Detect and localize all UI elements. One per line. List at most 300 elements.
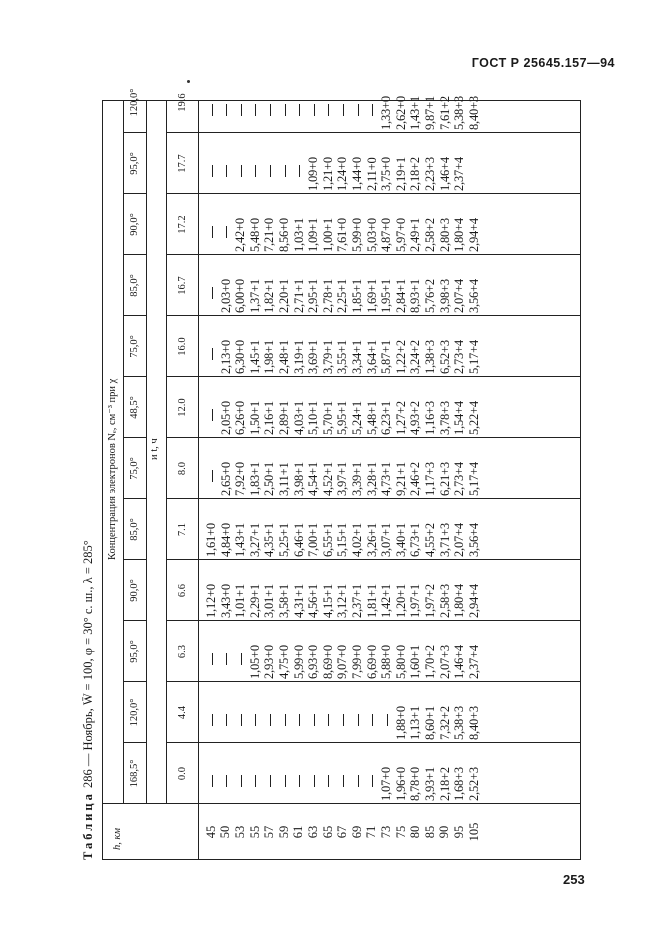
table-cell — [277, 134, 292, 191]
table-cell: 8,93+1 — [408, 279, 423, 313]
table-cell — [350, 73, 365, 130]
table-cell: 1,07+0 — [379, 767, 394, 801]
table-cell: 3,98+3 — [437, 279, 452, 313]
table-cell — [262, 134, 277, 191]
table-cell: 8,78+0 — [408, 767, 423, 801]
table-cell: 2,48+1 — [277, 340, 291, 374]
table-cell — [204, 73, 219, 130]
table-cell: 1,45+1 — [247, 340, 262, 374]
dash-mark — [285, 714, 286, 726]
height-cell: 61 — [291, 825, 306, 839]
table-cell: 1,05+0 — [247, 645, 262, 679]
table-cell: 5,03+0 — [364, 218, 379, 252]
table-cell: 4,31+1 — [291, 584, 306, 618]
table-cell: 2,73+4 — [452, 462, 467, 496]
height-cell: 45 — [203, 825, 218, 839]
table-cell: 1,54+4 — [452, 401, 467, 435]
height-cell: 50 — [218, 825, 233, 839]
table-cell: 5,48+1 — [364, 401, 379, 435]
table-cell: 3,93+1 — [423, 767, 437, 801]
table-cell: 2,07+4 — [452, 523, 467, 557]
table-cell: 5,17+4 — [466, 462, 481, 496]
table-cell: 3,34+1 — [350, 340, 364, 374]
data-column-divider — [198, 132, 581, 133]
table-cell: 1,96+0 — [393, 767, 408, 801]
chi-header-cell: 85,0° — [129, 274, 140, 297]
height-cell: 105 — [466, 822, 481, 842]
table-cell — [321, 683, 336, 740]
table-cell: 2,05+0 — [218, 401, 233, 435]
table-cell — [248, 134, 263, 191]
table-cell: 5,70+1 — [320, 401, 335, 435]
table-cell: 5,48+0 — [247, 218, 262, 252]
table-cell — [292, 683, 307, 740]
t-header-cell: 0.0 — [176, 766, 188, 781]
chi-header-cell: 120,0° — [129, 698, 140, 727]
table-cell: 3,26+1 — [364, 523, 379, 557]
table-cell: 1,97+1 — [408, 584, 423, 618]
dash-mark — [343, 104, 344, 116]
table-cell: 3,78+3 — [437, 401, 452, 435]
height-cell: 69 — [349, 825, 364, 839]
table-cell: 1,43+1 — [408, 96, 423, 130]
dash-mark — [226, 653, 227, 665]
table-cell — [306, 744, 321, 801]
table-cell: 2,73+4 — [452, 340, 467, 374]
table-cell: 6,55+1 — [320, 523, 335, 557]
table-cell: 1,97+2 — [423, 584, 437, 618]
table-cell: 1,13+1 — [408, 706, 423, 740]
table-cell: 1,20+1 — [393, 584, 408, 618]
table-cell: 1,27+2 — [393, 401, 408, 435]
table-cell — [467, 134, 482, 191]
table-cell: 9,87+1 — [423, 96, 437, 130]
table-cell: 3,07+1 — [379, 523, 394, 557]
dash-mark — [328, 714, 329, 726]
chi-header-cell: 90,0° — [129, 213, 140, 236]
table-cell: 8,40+3 — [466, 706, 481, 740]
table-cell — [306, 73, 321, 130]
dash-mark — [226, 714, 227, 726]
table-cell: 2,19+1 — [393, 157, 408, 191]
height-cell: 71 — [364, 825, 379, 839]
dash-mark — [285, 104, 286, 116]
height-cell: 65 — [320, 825, 335, 839]
height-cell: 55 — [247, 825, 262, 839]
table-cell: 2,89+1 — [277, 401, 291, 435]
table-cell — [204, 439, 219, 496]
table-cell — [204, 622, 219, 679]
table-cell — [292, 73, 307, 130]
t-header-cell: 8.0 — [176, 461, 188, 476]
caption-number: 286 — [81, 769, 95, 788]
table-cell: 2,46+2 — [408, 462, 423, 496]
chi-header-cell: 120,0° — [129, 88, 140, 117]
table-cell — [292, 744, 307, 801]
table-cell: 4,35+1 — [262, 523, 277, 557]
table-cell — [204, 256, 219, 313]
dash-mark — [270, 165, 271, 177]
chi-header-cell: 90,0° — [129, 579, 140, 602]
chi-header-cell: 75,0° — [129, 457, 140, 480]
table-cell: 2,20+1 — [277, 279, 291, 313]
table-cell — [262, 744, 277, 801]
table-cell — [335, 744, 350, 801]
data-column-divider — [198, 498, 581, 499]
dash-mark — [343, 775, 344, 787]
table-cell: 6,21+3 — [437, 462, 452, 496]
t-header-cell: 7.1 — [176, 522, 188, 537]
table-cell: 1,98+1 — [262, 340, 277, 374]
table-cell: 4,15+1 — [320, 584, 335, 618]
table-cell: 3,56+4 — [466, 279, 481, 313]
table-cell — [233, 622, 248, 679]
table-cell — [277, 744, 292, 801]
table-cell — [233, 73, 248, 130]
dash-mark — [299, 714, 300, 726]
table-cell: 2,13+0 — [218, 340, 233, 374]
table-cell: 2,62+0 — [393, 96, 408, 130]
table-cell: 2,37+1 — [350, 584, 364, 618]
table-cell: 1,82+1 — [262, 279, 277, 313]
dash-mark — [387, 714, 388, 726]
chi-header-cell: 168,5° — [129, 759, 140, 788]
table-cell: 1,38+3 — [423, 340, 437, 374]
dash-mark — [299, 104, 300, 116]
height-cell: 75 — [393, 825, 408, 839]
table-cell: 1,33+0 — [379, 96, 394, 130]
dash-mark — [241, 653, 242, 665]
height-cell: 80 — [408, 825, 423, 839]
table-cell: 4,75+0 — [277, 645, 291, 679]
table-cell — [335, 683, 350, 740]
table-cell: 5,10+1 — [306, 401, 321, 435]
table-cell: 1,80+4 — [452, 584, 467, 618]
table-cell: 1,60+1 — [408, 645, 423, 679]
table-cell: 5,22+4 — [466, 401, 481, 435]
table-cell: 7,00+1 — [306, 523, 321, 557]
table-cell: 1,61+0 — [204, 523, 218, 557]
table-cell: 5,38+3 — [452, 706, 467, 740]
table-cell: 2,07+3 — [437, 645, 452, 679]
table-cell: 2,50+1 — [262, 462, 277, 496]
table-cell: 2,16+1 — [262, 401, 277, 435]
table-cell: 1,44+0 — [350, 157, 364, 191]
dash-mark — [212, 104, 213, 116]
header-line-2 — [146, 100, 147, 804]
height-cell: 95 — [451, 825, 466, 839]
t-header-cell: 12.0 — [176, 398, 188, 417]
data-column-divider — [198, 437, 581, 438]
table-cell: 2,52+3 — [466, 767, 481, 801]
table-cell: 3,01+1 — [262, 584, 277, 618]
table-cell: 4,73+1 — [379, 462, 394, 496]
caption-prefix: Таблица — [81, 791, 95, 860]
table-cell: 1,21+0 — [320, 157, 335, 191]
table-cell: 3,58+1 — [277, 584, 291, 618]
table-cell — [204, 744, 219, 801]
table-cell: 1,80+4 — [452, 218, 467, 252]
data-column-divider — [198, 254, 581, 255]
dash-mark — [343, 714, 344, 726]
table-cell — [204, 134, 219, 191]
dash-mark — [358, 104, 359, 116]
table-cell: 3,75+0 — [379, 157, 394, 191]
table-cell: 4,56+1 — [306, 584, 321, 618]
table-cell: 5,95+1 — [335, 401, 350, 435]
table-cell: 3,24+2 — [408, 340, 423, 374]
dash-mark — [212, 470, 213, 482]
page-header: ГОСТ Р 25645.157—94 — [471, 56, 615, 70]
lt-label: и t, ч — [149, 438, 160, 460]
table-cell: 5,38+3 — [452, 96, 467, 130]
data-table — [102, 88, 581, 860]
table-cell: 2,37+4 — [452, 157, 467, 191]
table-cell: 2,29+1 — [247, 584, 262, 618]
table-cell: 2,42+0 — [233, 218, 248, 252]
dash-mark — [372, 104, 373, 116]
dash-mark — [299, 775, 300, 787]
table-cell — [219, 622, 234, 679]
table-cell: 3,39+1 — [350, 462, 364, 496]
table-cell: 1,17+3 — [423, 462, 437, 496]
table-cell: 2,78+1 — [320, 279, 335, 313]
height-cell: 73 — [378, 825, 393, 839]
table-cell: 1,95+1 — [379, 279, 394, 313]
table-cell: 3,12+1 — [335, 584, 350, 618]
table-cell: 1,03+1 — [291, 218, 306, 252]
table-cell: 2,07+4 — [452, 279, 467, 313]
table-cell: 3,97+1 — [335, 462, 350, 496]
table-cell: 2,18+2 — [408, 157, 423, 191]
table-top-border — [102, 100, 103, 860]
table-cell: 2,03+0 — [218, 279, 233, 313]
table-cell: 7,61+2 — [437, 96, 452, 130]
table-cell — [365, 683, 380, 740]
table-cell: 3,69+1 — [306, 340, 321, 374]
h-column-header: h, км — [112, 827, 123, 850]
table-cell — [292, 134, 307, 191]
table-cell: 6,73+1 — [408, 523, 423, 557]
dash-mark — [226, 104, 227, 116]
height-cell: 63 — [305, 825, 320, 839]
table-cell: 2,94+4 — [466, 218, 481, 252]
table-cell — [350, 683, 365, 740]
dash-mark — [314, 775, 315, 787]
dash-mark — [270, 775, 271, 787]
table-cell: 7,99+0 — [350, 645, 364, 679]
table-cell: 5,99+0 — [291, 645, 306, 679]
table-cell — [321, 73, 336, 130]
t-header-cell: 4.4 — [176, 705, 188, 720]
table-cell: 2,23+3 — [423, 157, 437, 191]
table-cell: 2,11+0 — [364, 157, 379, 191]
caption-rest: — Ноябрь, W̄ = 100, φ = 30° с. ш., λ = 285° — [81, 540, 95, 770]
table-bottom-border — [580, 100, 581, 860]
table-cell: 1,09+1 — [306, 218, 321, 252]
table-cell — [248, 683, 263, 740]
table-cell — [335, 73, 350, 130]
table-cell: 5,99+0 — [350, 218, 364, 252]
data-column-divider — [198, 681, 581, 682]
table-cell: 1,88+0 — [393, 706, 408, 740]
data-column-divider — [198, 315, 581, 316]
dash-mark — [212, 714, 213, 726]
dash-mark — [358, 775, 359, 787]
table-cell: 3,27+1 — [247, 523, 262, 557]
table-cell: 6,52+3 — [437, 340, 452, 374]
table-cell: 4,84+0 — [218, 523, 233, 557]
table-cell: 5,80+0 — [393, 645, 408, 679]
table-cell: 1,37+1 — [247, 279, 262, 313]
table-cell: 4,02+1 — [350, 523, 364, 557]
dash-mark — [241, 714, 242, 726]
table-cell: 5,87+1 — [379, 340, 394, 374]
table-cell: 1,24+0 — [335, 157, 350, 191]
table-cell: 4,54+1 — [306, 462, 321, 496]
dash-mark — [255, 104, 256, 116]
dash-mark — [241, 775, 242, 787]
table-cell: 2,93+0 — [262, 645, 277, 679]
dash-mark — [270, 714, 271, 726]
table-cell: 3,19+1 — [291, 340, 306, 374]
height-cell: 53 — [232, 825, 247, 839]
table-cell: 1,12+0 — [204, 584, 218, 618]
dash-mark — [372, 714, 373, 726]
dash-mark — [212, 653, 213, 665]
data-column-divider — [198, 193, 581, 194]
table-cell: 3,28+1 — [364, 462, 379, 496]
dash-mark — [226, 226, 227, 238]
header-bottom-line — [198, 100, 199, 860]
table-cell — [219, 683, 234, 740]
table-cell — [219, 73, 234, 130]
table-cell: 1,46+4 — [452, 645, 467, 679]
table-cell: 7,61+0 — [335, 218, 350, 252]
page-number: 253 — [563, 872, 585, 887]
table-cell: 7,21+0 — [262, 218, 277, 252]
table-cell: 9,21+1 — [393, 462, 408, 496]
table-cell: 1,81+1 — [364, 584, 379, 618]
table-cell: 3,64+1 — [364, 340, 379, 374]
t-header-cell: 16.0 — [176, 337, 188, 356]
dash-mark — [212, 348, 213, 360]
t-header-cell: 16.7 — [176, 276, 188, 295]
table-cell: 1,85+1 — [350, 279, 364, 313]
table-cell: 1,50+1 — [247, 401, 262, 435]
table-cell — [277, 73, 292, 130]
table-cell — [262, 73, 277, 130]
table-cell: 6,93+0 — [306, 645, 321, 679]
table-cell: 4,87+0 — [379, 218, 394, 252]
table-caption — [76, 540, 100, 860]
dash-mark — [212, 775, 213, 787]
table-cell — [204, 378, 219, 435]
table-cell — [277, 683, 292, 740]
dash-mark — [285, 165, 286, 177]
chi-header-cell: 85,0° — [129, 518, 140, 541]
table-cell: 6,69+0 — [364, 645, 379, 679]
table-cell: 6,46+1 — [291, 523, 306, 557]
table-cell — [233, 683, 248, 740]
table-cell: 4,55+2 — [423, 523, 437, 557]
table-cell: 2,94+4 — [466, 584, 481, 618]
dash-mark — [212, 226, 213, 238]
table-cell: 8,40+3 — [466, 96, 481, 130]
dash-mark — [314, 104, 315, 116]
table-cell: 5,24+1 — [350, 401, 364, 435]
table-cell: 6,26+0 — [233, 401, 248, 435]
t-header-cell: 19.6 — [176, 93, 188, 112]
chi-header-cell: 95,0° — [129, 640, 140, 663]
table-cell: 3,11+1 — [277, 462, 291, 496]
table-cell — [233, 134, 248, 191]
table-cell: 5,76+2 — [423, 279, 437, 313]
dash-mark — [212, 287, 213, 299]
dash-mark — [212, 409, 213, 421]
table-cell: 2,65+0 — [218, 462, 233, 496]
chi-header-cell: 48,5° — [129, 396, 140, 419]
table-cell: 2,58+2 — [423, 218, 437, 252]
dash-mark — [255, 165, 256, 177]
concentration-header: Концентрация электронов Nₑ, см⁻³ при χ — [107, 378, 118, 560]
dash-mark — [358, 714, 359, 726]
table-cell: 2,25+1 — [335, 279, 350, 313]
table-cell: 2,84+1 — [393, 279, 408, 313]
table-cell: 1,42+1 — [379, 584, 394, 618]
t-header-cell: 6.6 — [176, 583, 188, 598]
table-cell: 8,69+0 — [320, 645, 335, 679]
dash-mark — [328, 775, 329, 787]
data-column-divider — [198, 742, 581, 743]
table-cell: 1,83+1 — [247, 462, 262, 496]
table-cell: 1,01+1 — [233, 584, 248, 618]
table-cell: 2,71+1 — [291, 279, 306, 313]
dash-mark — [314, 714, 315, 726]
table-cell: 6,30+0 — [233, 340, 248, 374]
table-cell: 2,80+3 — [437, 218, 452, 252]
table-cell: 2,95+1 — [306, 279, 321, 313]
t-header-cell: 6.3 — [176, 644, 188, 659]
table-cell: 3,40+1 — [393, 523, 408, 557]
table-cell: 1,16+3 — [423, 401, 437, 435]
table-cell: 5,25+1 — [277, 523, 291, 557]
table-cell: 4,93+2 — [408, 401, 423, 435]
dash-mark — [372, 775, 373, 787]
table-cell — [233, 744, 248, 801]
table-cell — [219, 195, 234, 252]
height-cell: 59 — [276, 825, 291, 839]
t-header-cell: 17.2 — [176, 215, 188, 234]
dash-mark — [226, 775, 227, 787]
table-cell — [248, 73, 263, 130]
table-cell: 1,68+3 — [452, 767, 467, 801]
table-cell — [219, 744, 234, 801]
dash-mark — [328, 104, 329, 116]
table-cell: 1,46+4 — [437, 157, 452, 191]
table-cell: 2,58+3 — [437, 584, 452, 618]
height-cell: 67 — [335, 825, 350, 839]
table-cell: 3,43+0 — [218, 584, 233, 618]
table-cell: 2,37+4 — [466, 645, 481, 679]
table-cell: 1,70+2 — [423, 645, 437, 679]
table-cell: 1,69+1 — [364, 279, 379, 313]
data-column-divider — [198, 559, 581, 560]
table-cell: 1,09+0 — [306, 157, 321, 191]
table-cell: 5,97+0 — [393, 218, 408, 252]
data-column-divider — [198, 376, 581, 377]
dash-mark — [212, 165, 213, 177]
